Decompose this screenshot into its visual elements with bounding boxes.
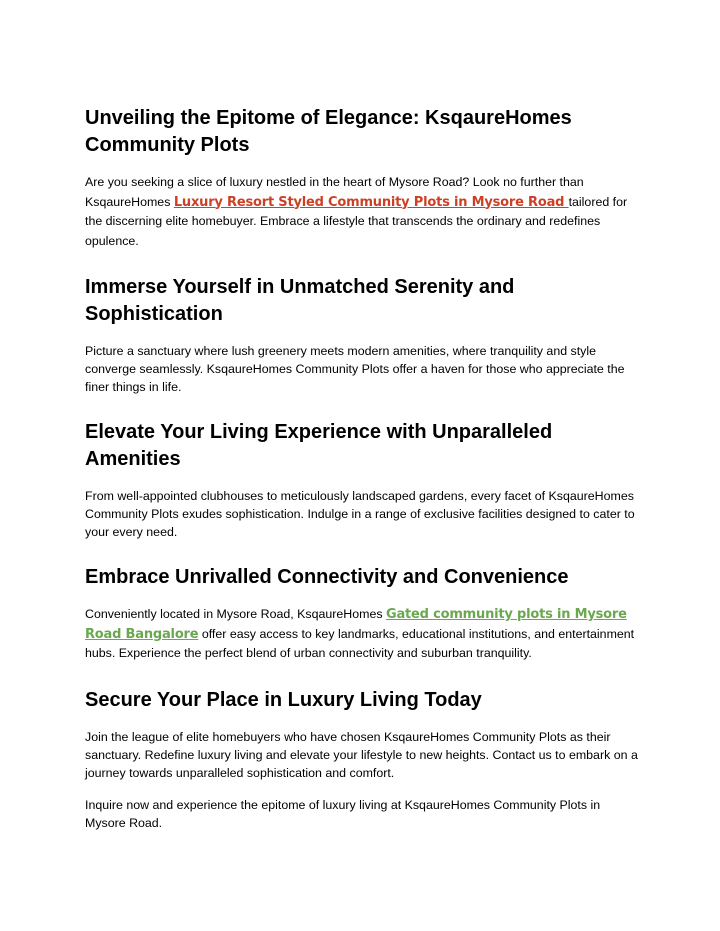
section-serenity — [85, 274, 640, 396]
paragraph-text: Are you seeking a slice of luxury nestled in the heart of Mysore Road? Look no further than KsqaureHomes — [85, 175, 584, 209]
luxury-plots-link[interactable]: Luxury Resort Styled Community Plots in Mysore Road — [173, 194, 569, 210]
section-paragraph: From well-appointed clubhouses to meticulously landscaped gardens, every facet of KsqaureHomes Community Plots exudes sophistication. Indulge in a range of exclusive facilities designed to cater to your every need. — [85, 489, 635, 539]
gated-plots-link[interactable]: Gated community plots in Mysore Road Bangalore — [85, 607, 627, 642]
section-paragraph — [85, 173, 640, 251]
paragraph-text: offer easy access to key landmarks, educational institutions, and entertainment hubs. Experience the perfect blend of urban connectivity and suburban tranquility. — [85, 626, 635, 660]
section-unveiling — [85, 105, 640, 251]
section-paragraph-closing: Inquire now and experience the epitome of luxury living at KsqaureHomes Community Plots in Mysore Road. — [85, 797, 601, 830]
section-secure — [85, 687, 640, 832]
section-heading: Elevate Your Living Experience with Unparalleled Amenities — [85, 421, 553, 470]
section-heading: Embrace Unrivalled Connectivity and Convenience — [85, 566, 569, 588]
paragraph-text: tailored for the discerning elite homebuyer. Embrace a lifestyle that transcends the ordinary and redefines opulence. — [85, 194, 628, 248]
section-paragraph: Join the league of elite homebuyers who have chosen KsqaureHomes Community Plots as their sanctuary. Redefine luxury living and elevate your lifestyle to new heights. Contact us to embark on a journey towards unparalleled sophistication and comfort. — [85, 729, 638, 780]
document-page — [85, 105, 640, 855]
section-heading: Unveiling the Epitome of Elegance: KsqaureHomes Community Plots — [85, 107, 572, 156]
section-heading: Secure Your Place in Luxury Living Today — [85, 688, 482, 711]
section-paragraph: Picture a sanctuary where lush greenery meets modern amenities, where tranquility and style converge seamlessly. KsqaureHomes Community Plots offer a haven for those who appreciate the finer things in life. — [85, 344, 625, 394]
section-heading: Immerse Yourself in Unmatched Serenity and Sophistication — [85, 276, 515, 325]
section-amenities — [85, 419, 640, 541]
section-paragraph — [85, 605, 640, 664]
section-connectivity — [85, 564, 640, 664]
paragraph-text: Conveniently located in Mysore Road, KsqaureHomes — [85, 607, 386, 621]
